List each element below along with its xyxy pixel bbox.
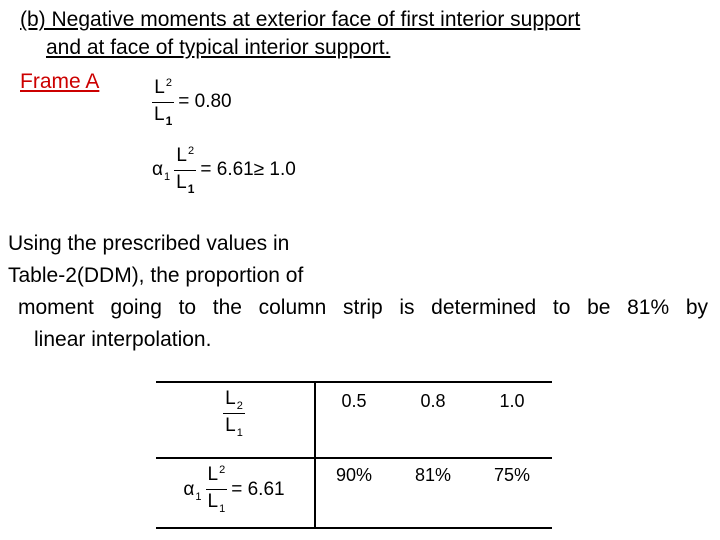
table-ratio-cell: 0.8 bbox=[420, 391, 446, 411]
alpha-denominator-sub: 1 bbox=[187, 182, 195, 196]
ratio-denominator-sub: 1 bbox=[165, 114, 173, 128]
table-top-rule bbox=[156, 381, 552, 383]
alpha-symbol: α bbox=[152, 159, 163, 180]
table-alpha-denominator: L bbox=[207, 491, 219, 512]
heading-line-1: (b) Negative moments at exterior face of first interior support bbox=[20, 8, 581, 31]
table-column-divider bbox=[314, 381, 316, 529]
table-alpha-sub: 1 bbox=[195, 490, 202, 503]
heading-line-2: and at face of typical interior support. bbox=[46, 36, 391, 59]
table-ratio-cell: 0.5 bbox=[341, 391, 367, 411]
explanation-paragraph bbox=[8, 228, 708, 356]
paragraph-line-3: moment going to the column strip is determined to be 81% by bbox=[18, 296, 708, 319]
table-percent-cell: 75% bbox=[493, 465, 531, 485]
paragraph-line-4: linear interpolation. bbox=[34, 328, 212, 351]
table-middle-rule bbox=[156, 457, 552, 459]
table-ratio-numerator-sub: 2 bbox=[236, 400, 243, 412]
table-alpha-denominator-sub: 1 bbox=[219, 503, 226, 515]
interpolation-table bbox=[156, 381, 552, 529]
table-ratio-cell: 1.0 bbox=[499, 391, 525, 411]
table-ratio-denominator: L bbox=[225, 415, 236, 436]
table-percent-cell: 81% bbox=[414, 465, 452, 485]
ratio-denominator: L bbox=[154, 104, 165, 125]
table-ratio-denominator-sub: 1 bbox=[236, 427, 243, 439]
table-alpha-value: = 6.61 bbox=[231, 478, 285, 500]
alpha-denominator: L bbox=[176, 172, 187, 193]
alpha-value: = 6.61≥ 1.0 bbox=[200, 159, 296, 180]
ratio-fraction bbox=[152, 78, 174, 126]
paragraph-line-2: Table-2(DDM), the proportion of bbox=[8, 264, 304, 287]
alpha-fraction bbox=[174, 146, 196, 194]
table-percent-cell: 90% bbox=[335, 465, 373, 485]
ratio-numerator: L bbox=[154, 77, 165, 98]
ratio-value: = 0.80 bbox=[178, 91, 232, 112]
table-bottom-rule bbox=[156, 527, 552, 529]
alpha-equation bbox=[152, 146, 296, 194]
section-heading bbox=[20, 6, 700, 62]
ratio-equation bbox=[152, 78, 232, 126]
paragraph-line-1: Using the prescribed values in bbox=[8, 232, 290, 255]
table-alpha-numerator-sub: 2 bbox=[219, 464, 226, 476]
alpha-numerator-sub: 2 bbox=[187, 145, 195, 157]
table-row-1-label bbox=[156, 389, 312, 438]
alpha-numerator: L bbox=[176, 145, 187, 166]
alpha-sub: 1 bbox=[163, 171, 171, 183]
table-ratio-numerator: L bbox=[225, 388, 236, 409]
frame-label: Frame A bbox=[20, 70, 100, 93]
table-alpha-symbol: α bbox=[183, 478, 195, 500]
table-alpha-numerator: L bbox=[207, 464, 219, 485]
table-row-2-label bbox=[156, 465, 312, 514]
ratio-numerator-sub: 2 bbox=[165, 77, 172, 89]
